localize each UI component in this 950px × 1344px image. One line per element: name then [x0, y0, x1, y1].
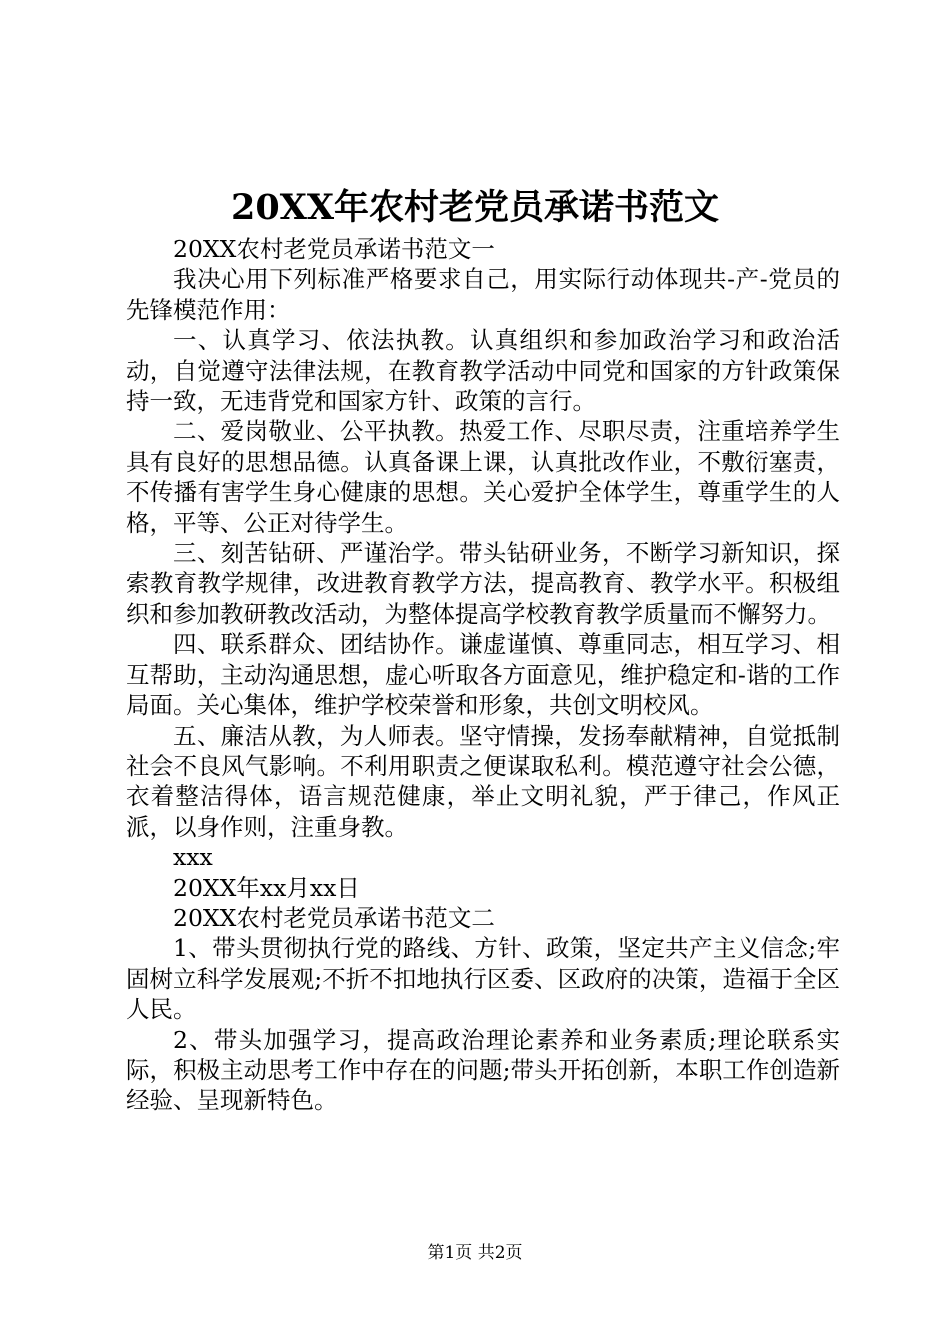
pledge2-item-1: 1、带头贯彻执行党的路线、方针、政策，坚定共产主义信念;牢固树立科学发展观;不折不扣地执行区委、区政府的决策，造福于全区人民。: [126, 934, 840, 1024]
pledge-item-4: 四、联系群众、团结协作。谦虚谨慎、尊重同志，相互学习、相互帮助，主动沟通思想，虚心听取各方面意见，维护稳定和-谐的工作局面。关心集体，维护学校荣誉和形象，共创文明校风。: [126, 630, 840, 720]
pledge-item-2: 二、爱岗敬业、公平执教。热爱工作、尽职尽责，注重培养学生具有良好的思想品德。认真备课上课，认真批改作业，不敷衍塞责，不传播有害学生身心健康的思想。关心爱护全体学生，尊重学生的人格，平等、公正对待学生。: [126, 417, 840, 537]
pledge-item-1: 一、认真学习、依法执教。认真组织和参加政治学习和政治活动，自觉遵守法律法规，在教育教学活动中同党和国家的方针政策保持一致，无违背党和国家方针、政策的言行。: [126, 326, 840, 416]
document-title: 20XX年农村老党员承诺书范文: [230, 187, 720, 228]
pledge-item-5: 五、廉洁从教，为人师表。坚守情操，发扬奉献精神，自觉抵制社会不良风气影响。不利用职责之便谋取私利。模范遵守社会公德，衣着整洁得体，语言规范健康，举止文明礼貌，严于律己，作风正派，以身作则，注重身教。: [126, 721, 840, 841]
section-heading-2: 20XX农村老党员承诺书范文二: [173, 903, 495, 932]
pledge2-item-2: 2、带头加强学习，提高政治理论素养和业务素质;理论联系实际，积极主动思考工作中存在的问题;带头开拓创新，本职工作创造新经验、呈现新特色。: [126, 1025, 840, 1115]
intro-paragraph: 我决心用下列标准严格要求自己，用实际行动体现共-产-党员的先锋模范作用：: [126, 265, 840, 324]
signature: xxx: [173, 843, 213, 872]
pledge-item-3: 三、刻苦钻研、严谨治学。带头钻研业务，不断学习新知识，探索教育教学规律，改进教育教学方法，提高教育、教学水平。积极组织和参加教研教改活动，为整体提高学校教育教学质量而不懈努力。: [126, 539, 840, 628]
page-footer: 第1页 共2页: [427, 1243, 523, 1263]
section-heading-1: 20XX农村老党员承诺书范文一: [173, 235, 495, 263]
document-body: [126, 234, 840, 1116]
date-line: 20XX年xx月xx日: [173, 873, 360, 902]
